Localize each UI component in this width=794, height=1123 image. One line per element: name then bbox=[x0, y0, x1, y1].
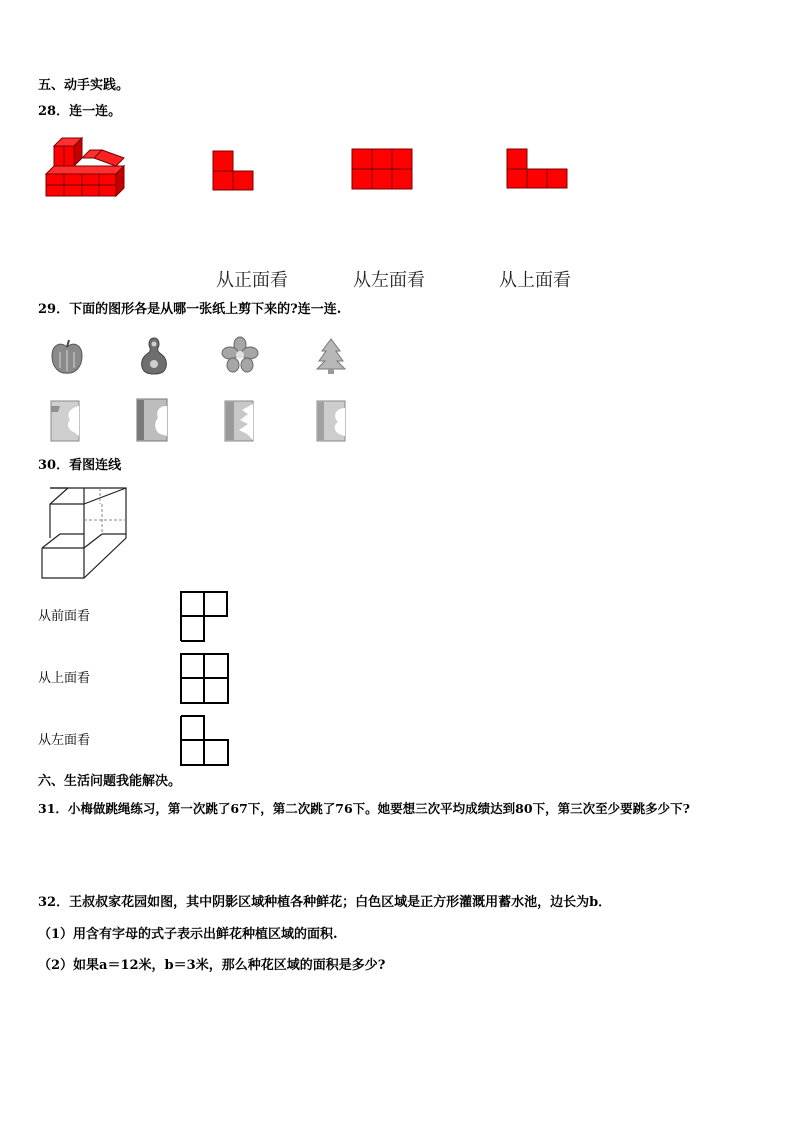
paper-4-icon bbox=[316, 400, 346, 442]
q32-sub2: （2）如果a＝12米，b＝3米，那么种花区域的面积是多少? bbox=[38, 958, 386, 973]
q28-view-stair-shape bbox=[506, 148, 570, 190]
q30-label-front: 从前面看 bbox=[38, 609, 91, 624]
q28-title: 28．连一连。 bbox=[38, 104, 122, 119]
paper-2-icon bbox=[136, 398, 168, 442]
q30-view-grid-1 bbox=[180, 591, 230, 643]
q30-view-grid-2 bbox=[180, 653, 230, 705]
q28-3d-block-figure bbox=[44, 136, 128, 198]
flower-shape-icon bbox=[222, 337, 258, 373]
apple-shape-icon bbox=[50, 338, 84, 376]
q30-view-grid-3 bbox=[180, 715, 230, 767]
paper-3-icon bbox=[224, 400, 254, 442]
q31-text: 31．小梅做跳绳练习，第一次跳了67下，第二次跳了76下。她要想三次平均成绩达到80下，第三次至少要跳多少下? bbox=[38, 801, 690, 816]
q30-3d-cube-figure bbox=[40, 486, 130, 582]
q30-label-top: 从上面看 bbox=[38, 671, 91, 686]
q29-title: 29．下面的图形各是从哪一张纸上剪下来的?连一连. bbox=[38, 302, 342, 317]
q32-sub1: （1）用含有字母的式子表示出鲜花种植区域的面积. bbox=[38, 927, 338, 942]
q28-caption-front: 从正面看 bbox=[216, 270, 288, 291]
paper-1-icon bbox=[50, 400, 80, 442]
q28-caption-left: 从左面看 bbox=[353, 270, 425, 291]
q32-text: 32．王叔叔家花园如图，其中阴影区域种植各种鲜花；白色区域是正方形灌溉用蓄水池，边长为b． bbox=[38, 895, 612, 910]
gourd-shape-icon bbox=[138, 336, 170, 376]
q30-label-left: 从左面看 bbox=[38, 733, 91, 748]
q28-view-l-shape bbox=[212, 150, 256, 192]
q28-caption-top: 从上面看 bbox=[499, 270, 571, 291]
q28-view-rectangle bbox=[351, 148, 413, 190]
section-5-title: 五、动手实践。 bbox=[38, 78, 130, 93]
section-6-title: 六、生活问题我能解决。 bbox=[38, 774, 182, 789]
q30-title: 30．看图连线 bbox=[38, 458, 122, 473]
tree-shape-icon bbox=[314, 337, 348, 375]
